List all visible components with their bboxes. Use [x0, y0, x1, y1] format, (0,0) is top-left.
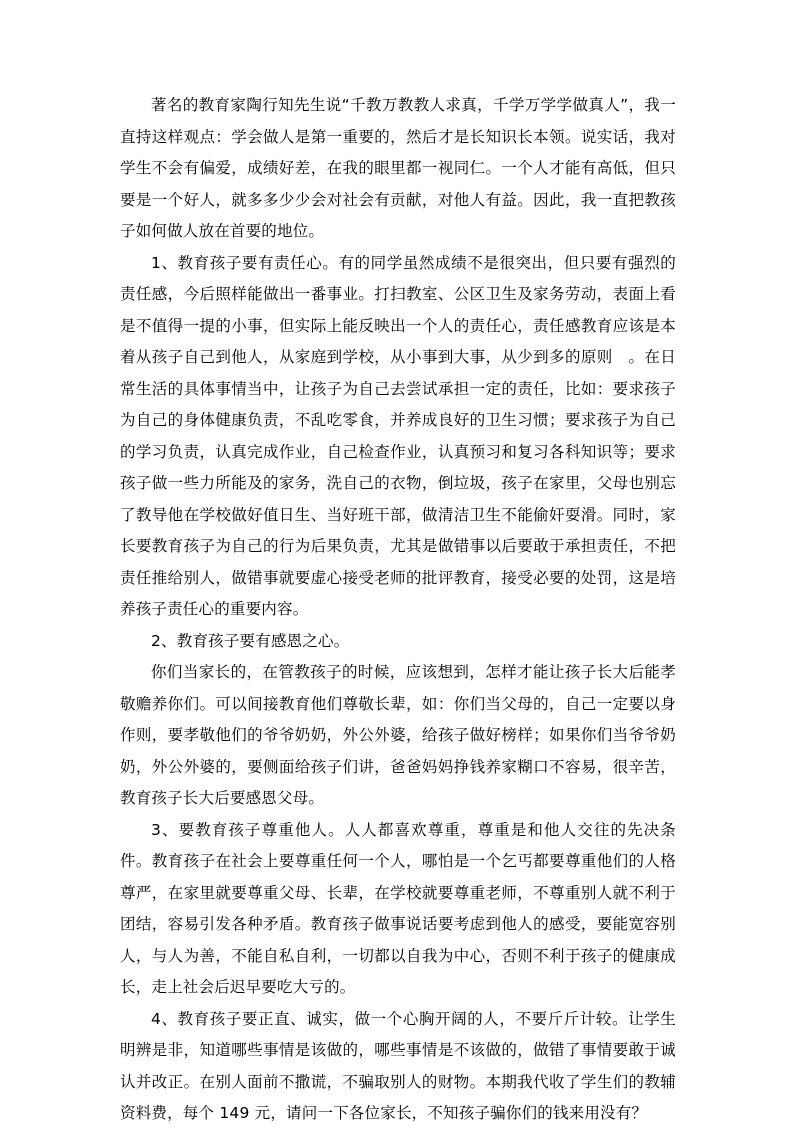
gratitude-paragraph: 你们当家长的，在管教孩子的时候，应该想到，怎样才能让孩子长大后能孝敬赡养你们。可以间接教育他们尊敬长辈，如：你们当父母的，自己一定要以身作则，要孝敬他们的爷爷奶奶，外公外婆，给孩子做好榜样；如果你们当爷爷奶奶，外公外婆的，要侧面给孩子们讲，爸爸妈妈挣钱养家糊口不容易，很辛苦，教育孩子长大后要感恩父母。 [120, 663, 676, 807]
gratitude-heading: 2、教育孩子要有感恩之心。 [151, 631, 350, 650]
intro-paragraph: 著名的教育家陶行知先生说“千教万教教人求真，千学万学学做真人”，我一直持这样观点：学会做人是第一重要的，然后才是长知识长本领。说实话，我对学生不会有偏爱，成绩好差，在我的眼里都一视同仁。一个人才能有高低，但只要是一个好人，就多多少少会对社会有贡献，对他人有益。因此，我一直把教孩子如何做人放在首要的地位。 [120, 96, 676, 240]
responsibility-paragraph: 1、教育孩子要有责任心。有的同学虽然成绩不是很突出，但只要有强烈的责任感，今后照样能做出一番事业。打扫教室、公区卫生及家务劳动，表面上看是不值得一提的小事，但实际上能反映出一个人的责任心，责任感教育应该是本着从孩子自己到他人，从家庭到学校，从小事到大事，从少到多的原则 。在日常生活的具体事情当中，让孩子为自己去尝试承担一定的责任，比如：要求孩子为自己的身体健康负责，不乱吃零食，并养成良好的卫生习惯；要求孩子为自己的学习负责，认真完成作业，自己检查作业，认真预习和复习各科知识等；要求孩子做一些力所能及的家务，洗自己的衣物，倒垃圾，孩子在家里，父母也别忘了教导他在学校做好值日生、当好班干部，做清洁卫生不能偷奸耍滑。同时，家长要教育孩子为自己的行为后果负责，尤其是做错事以后要敢于承担责任，不把责任推给别人，做错事就要虚心接受老师的批评教育，接受必要的处罚，这是培养孩子责任心的重要内容。 [120, 253, 676, 618]
honesty-paragraph: 4、教育孩子要正直、诚实，做一个心胸开阔的人，不要斤斤计较。让学生明辨是非，知道哪些事情是该做的，哪些事情是不该做的，做错了事情要敢于诚认并改正。在别人面前不撒谎，不骗取别人的财物。本期我代收了学生们的教辅资料费，每个 149 元，请问一下各位家长，不知孩子骗你们的钱来用没有？ [120, 1009, 676, 1122]
respect-paragraph: 3、要教育孩子尊重他人。人人都喜欢尊重，尊重是和他人交往的先决条件。教育孩子在社会上要尊重任何一个人，哪怕是一个乞丐都要尊重他们的人格尊严，在家里就要尊重父母、长辈，在学校就要尊重老师，不尊重别人就不利于团结，容易引发各种矛盾。教育孩子做事说话要考虑到他人的感受，要能宽容别人，与人为善，不能自私自利，一切都以自我为中心，否则不利于孩子的健康成长，走上社会后迟早要吃大亏的。 [120, 820, 676, 996]
document-body [120, 90, 676, 1130]
